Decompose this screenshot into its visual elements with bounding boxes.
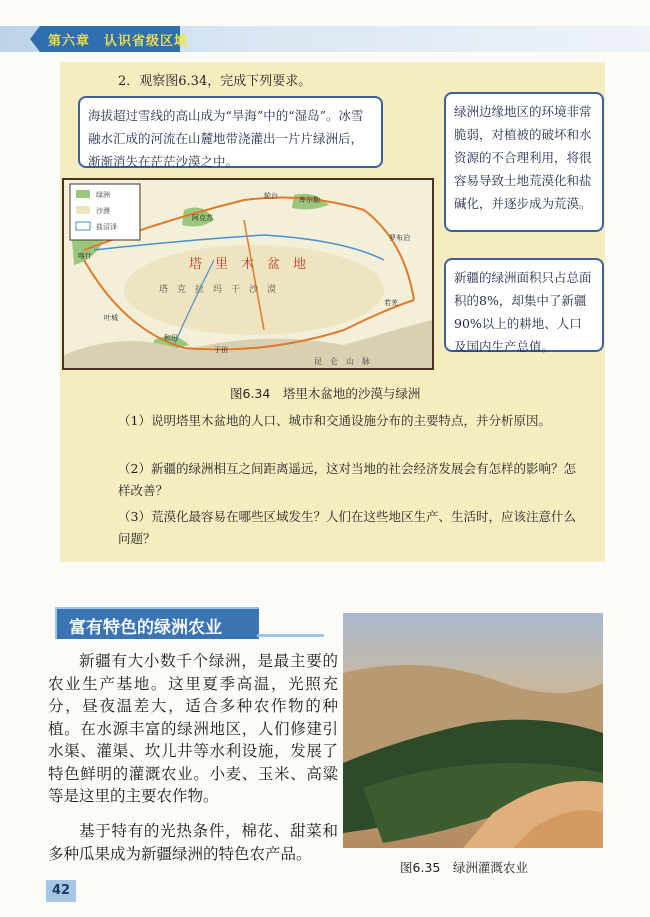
basin-label: 塔 里 木 盆 地 — [189, 257, 307, 272]
legend-oasis: 绿洲 — [96, 191, 110, 199]
place-hotan: 和田 — [164, 334, 178, 342]
place-yecheng: 叶城 — [104, 314, 118, 322]
legend-salt-marsh: 盐沼泽 — [96, 223, 117, 231]
question-3: （3）荒漠化最容易在哪些区域发生？人们在这些地区生产、生活时，应该注意什么问题？ — [118, 509, 576, 546]
place-ruoqiang: 若羌 — [384, 299, 398, 307]
section-rule — [257, 634, 324, 637]
section-heading — [55, 607, 259, 639]
place-korla: 库尔勒 — [299, 196, 320, 204]
callout-fragile-environment: 绿洲边缘地区的环境非常脆弱，对植被的破坏和水资源的不合理利用，将很容易导致土地荒漠化和盐碱化，并逐步成为荒漠。 — [444, 92, 604, 232]
place-yutian: 于田 — [214, 346, 228, 354]
section-title: 富有特色的绿洲农业 — [69, 618, 222, 638]
map-svg — [64, 180, 432, 368]
oasis-irrigation-photo — [343, 613, 603, 848]
place-kashgar: 喀什 — [78, 252, 92, 260]
map-caption: 图6.34 塔里木盆地的沙漠与绿洲 — [230, 386, 421, 401]
mountain-label: 昆 仑 山 脉 — [314, 357, 370, 366]
tarim-basin-map — [62, 178, 434, 370]
photo-caption: 图6.35 绿洲灌溉农业 — [400, 860, 528, 875]
place-aksu: 阿克苏 — [192, 214, 213, 222]
callout-snow-oasis: 海拔超过雪线的高山成为“旱海”中的“湿岛”。冰雪融水汇成的河流在山麓地带浇灌出一片片绿洲后，渐渐消失在茫茫沙漠之中。 — [78, 96, 383, 168]
body-paragraph-1: 新疆有大小数千个绿洲，是最主要的农业生产基地。这里夏季高温，光照充分，昼夜温差大，适合多种农作物的种植。在水源丰富的绿洲地区，人们修建引水渠、灌渠、坎儿井等水利设施，发展了特色鲜明的灌溉农业。小麦、玉米、高粱等是这里的主要农作物。 — [48, 652, 338, 805]
question-title: 2．观察图6.34，完成下列要求。 — [118, 74, 312, 89]
question-2: （2）新疆的绿洲相互之间距离遥远，这对当地的社会经济发展会有怎样的影响？怎样改善？ — [118, 461, 576, 498]
place-luntai: 轮台 — [264, 192, 278, 200]
desert-label: 塔 克 拉 玛 干 沙 漠 — [159, 285, 277, 295]
chapter-title: 第六章 认识省级区域 — [48, 34, 189, 49]
question-1: （1）说明塔里木盆地的人口、城市和交通设施分布的主要特点，并分析原因。 — [118, 413, 551, 428]
callout-oasis-statistics: 新疆的绿洲面积只占总面积的8%，却集中了新疆90%以上的耕地、人口及国内生产总值。 — [444, 258, 604, 352]
body-paragraph-2: 基于特有的光热条件，棉花、甜菜和多种瓜果成为新疆绿洲的特色农产品。 — [48, 822, 338, 863]
legend-desert: 沙漠 — [96, 207, 110, 215]
place-lop-nur: 罗布泊 — [389, 234, 410, 242]
page-number: 42 — [46, 880, 76, 902]
